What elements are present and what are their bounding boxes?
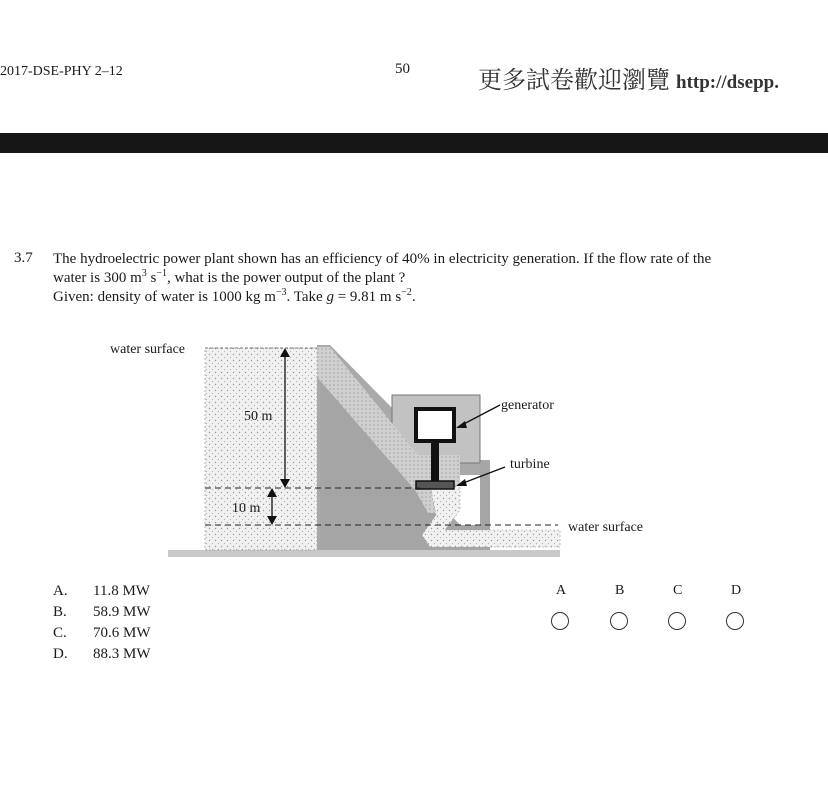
hydroelectric-plant-diagram [110,335,680,565]
question-number: 3.7 [14,250,33,266]
option-a-letter: A. [53,583,68,599]
generator-box [416,409,454,441]
label-water-surface-bottom: water surface [568,520,644,535]
label-turbine: turbine [510,457,550,472]
label-generator: generator [501,398,554,413]
paper-code: 2017-DSE-PHY 2–12 [0,64,123,79]
option-d-letter: D. [53,646,68,662]
answer-letter-c: C [673,583,683,598]
turbine-shaft [431,441,439,481]
option-b-letter: B. [53,604,67,620]
reservoir-water [205,348,317,550]
label-10m: 10 m [232,501,261,516]
answer-bubble-b[interactable] [610,612,628,630]
page-number: 50 [395,61,410,77]
option-b-value: 58.9 MW [93,604,151,620]
ground [168,550,560,557]
option-a-value: 11.8 MW [93,583,150,599]
option-d-value: 88.3 MW [93,646,151,662]
answer-bubble-c[interactable] [668,612,686,630]
site-url[interactable]: http://dsepp. [676,72,779,93]
option-c-value: 70.6 MW [93,625,151,641]
question-text [53,250,813,307]
answer-letter-a: A [556,583,567,598]
question-line-3: Given: density of water is 1000 kg $m^{-3}$. Take g = 9.81 m $s^{-2}$. [53,287,416,305]
answer-bubble-a[interactable] [551,612,569,630]
label-50m: 50 m [244,409,273,424]
tailwater [422,485,560,547]
turbine [416,481,454,489]
site-text: 更多試卷歡迎瀏覽 [478,68,670,94]
question-line-2: water is 300 $m^3$ $s^{-1}$, what is the power output of the plant ? [53,268,406,286]
answer-letter-b: B [615,583,625,598]
header-band [0,133,828,153]
answer-letter-d: D [731,583,742,598]
answer-bubble-d[interactable] [726,612,744,630]
question-line-1: The hydroelectric power plant shown has an efficiency of 40% in electricity generation. If the flow rate of the [53,251,712,267]
label-water-surface-top: water surface [110,342,186,357]
option-c-letter: C. [53,625,67,641]
site-banner [478,60,779,95]
